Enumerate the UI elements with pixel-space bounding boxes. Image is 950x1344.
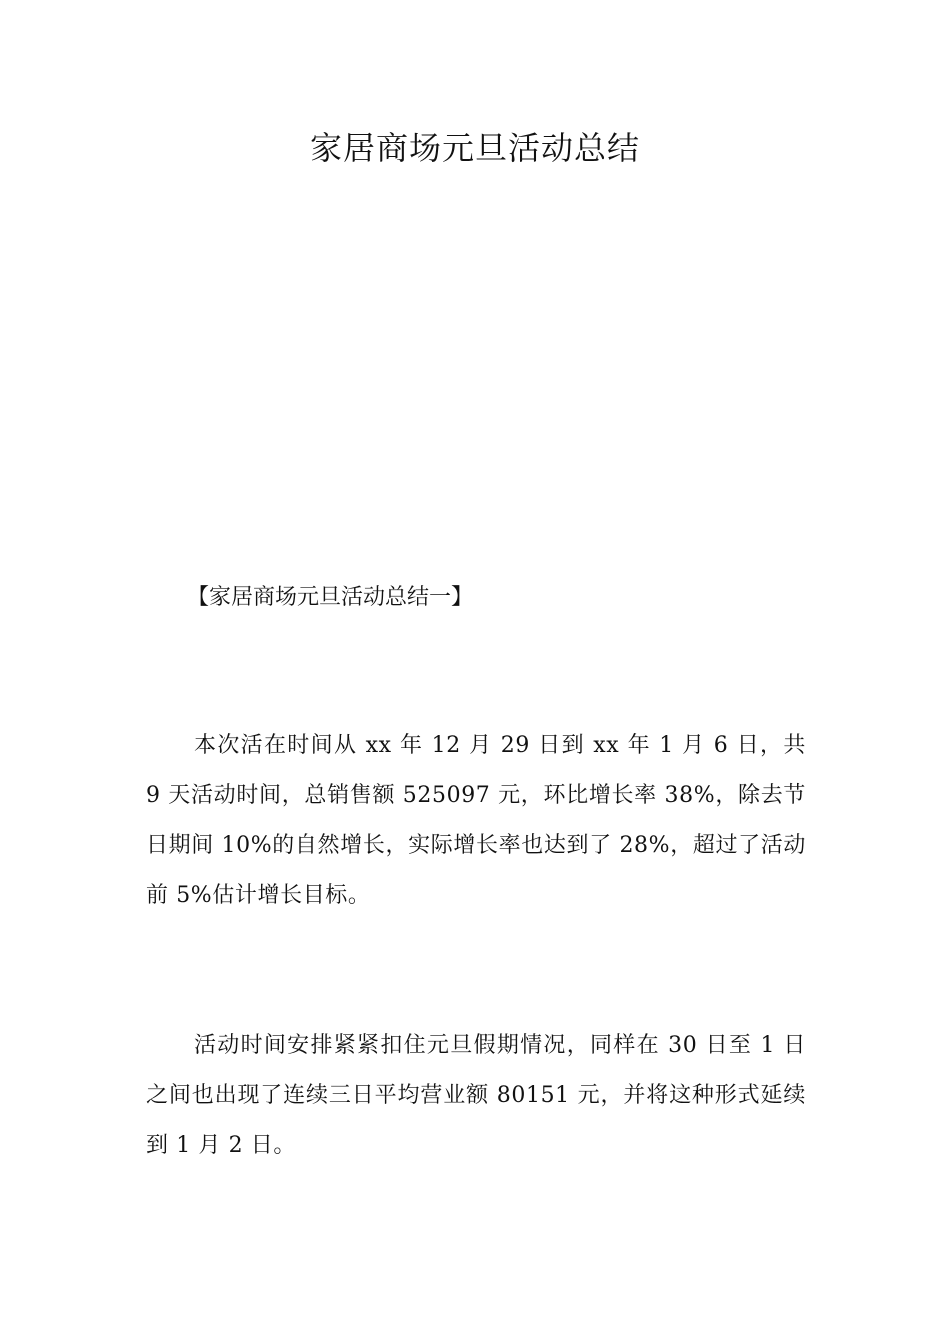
section-heading: 【家居商场元旦活动总结一】 bbox=[187, 585, 474, 610]
document-title: 家居商场元旦活动总结 bbox=[309, 129, 640, 167]
body-paragraph-2: 活动时间安排紧紧扣住元旦假期情况，同样在 30 日至 1 日之间也出现了连续三日平均营业额 80151 元，并将这种形式延续到 1 月 2 日。 bbox=[146, 1033, 806, 1158]
body-paragraph-1: 本次活在时间从 xx 年 12 月 29 日到 xx 年 1 月 6 日，共 9 天活动时间，总销售额 525097 元，环比增长率 38%，除去节日期间 10%的自然增长，实际增长率也达到了 28%，超过了活动前 5%估计增长目标。 bbox=[146, 733, 806, 908]
